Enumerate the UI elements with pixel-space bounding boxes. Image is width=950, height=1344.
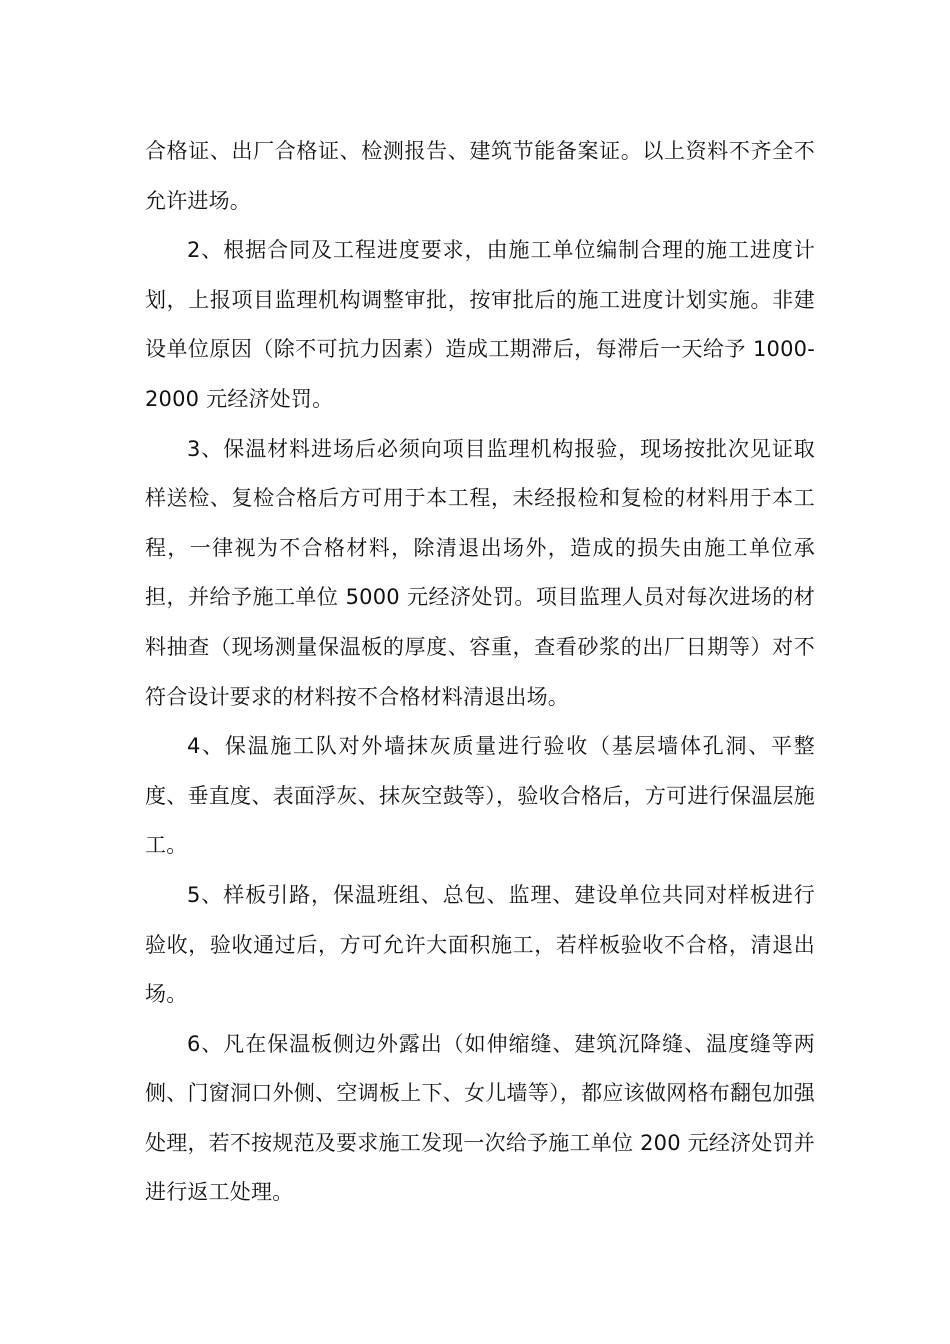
paragraph-continued: 合格证、出厂合格证、检测报告、建筑节能备案证。以上资料不齐全不允许进场。 xyxy=(145,139,815,213)
paragraph-item-3: 3、保温材料进场后必须向项目监理机构报验，现场按批次见证取样送检、复检合格后方可用于本工程，未经报检和复检的材料用于本工程，一律视为不合格材料，除清退出场外，造成的损失由施工单位承担，并给予施工单位 5000 元经济处罚。项目监理人员对每次进场的材料抽查（现场测量保温板的厚度、容重，查看砂浆的出厂日期等）对不符合设计要求的材料按不合格材料清退出场。 xyxy=(145,436,815,709)
paragraph-item-2: 2、根据合同及工程进度要求，由施工单位编制合理的施工进度计划，上报项目监理机构调整审批，按审批后的施工进度计划实施。非建设单位原因（除不可抗力因素）造成工期滞后，每滞后一天给予 1000-2000 元经济处罚。 xyxy=(145,238,815,411)
document-body xyxy=(145,127,815,1218)
paragraph-item-5: 5、样板引路，保温班组、总包、监理、建设单位共同对样板进行验收，验收通过后，方可允许大面积施工，若样板验收不合格，清退出场。 xyxy=(145,882,815,1007)
paragraph-item-4: 4、保温施工队对外墙抹灰质量进行验收（基层墙体孔洞、平整度、垂直度、表面浮灰、抹灰空鼓等），验收合格后，方可进行保温层施工。 xyxy=(145,734,815,858)
paragraph-item-6: 6、凡在保温板侧边外露出（如伸缩缝、建筑沉降缝、温度缝等两侧、门窗洞口外侧、空调板上下、女儿墙等），都应该做网格布翻包加强处理，若不按规范及要求施工发现一次给予施工单位 200 元经济处罚并进行返工处理。 xyxy=(145,1031,815,1205)
